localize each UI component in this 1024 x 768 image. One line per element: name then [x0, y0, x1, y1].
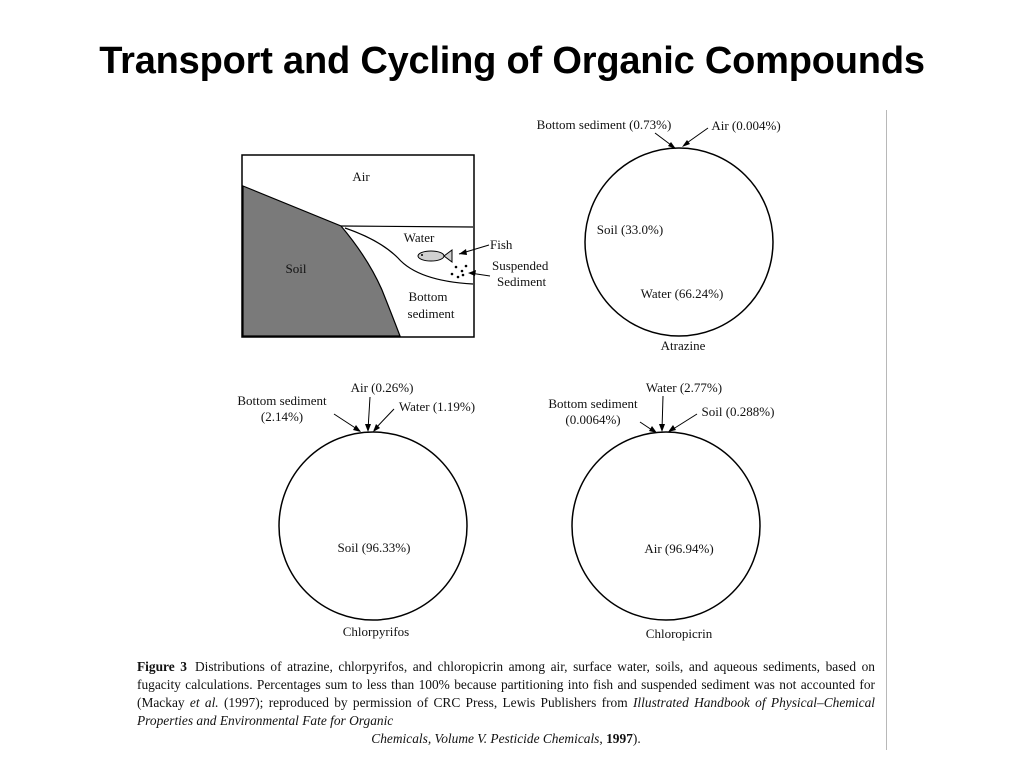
figure-caption	[137, 658, 875, 748]
slice-label-soil: Soil (33.0%)	[596, 222, 664, 237]
slice-label-air: Air (0.004%)	[711, 118, 781, 133]
compartment-diagram	[242, 155, 549, 337]
diagram-bottom-label-1: Bottom	[408, 289, 448, 304]
pie-atrazine	[537, 117, 781, 353]
pie-chloropicrin	[548, 380, 774, 641]
slide-title: Transport and Cycling of Organic Compounds	[99, 40, 925, 82]
slice-label-bottom-sediment-pct: (0.0064%)	[565, 412, 621, 427]
caption-end: ).	[632, 731, 641, 746]
slice-label-water: Water (66.24%)	[640, 286, 724, 301]
diagram-bottom-label-2: sediment	[407, 306, 455, 321]
slice-label-air: Air (96.94%)	[644, 541, 714, 556]
slice-label-bottom-sediment: Bottom sediment (0.73%)	[536, 117, 672, 132]
pie-outline	[572, 432, 760, 620]
caption-label: Figure 3	[137, 659, 187, 674]
diagram-suspended-label-1: Suspended	[492, 258, 549, 273]
leader-arrowhead	[668, 425, 676, 432]
slice-label-soil: Soil (96.33%)	[337, 540, 411, 555]
diagram-air-label: Air	[352, 169, 370, 184]
slice-label-water: Water (1.19%)	[398, 399, 476, 414]
pie-outline	[279, 432, 467, 620]
caption-text-2: (1997); reproduced by permission of CRC Press, Lewis Publishers from	[218, 695, 633, 710]
caption-last-line	[137, 730, 875, 748]
leader-arrowhead	[649, 426, 657, 433]
slice-label-soil: Soil (0.288%)	[701, 404, 775, 419]
diagram-soil-label: Soil	[285, 261, 307, 276]
caption-year: 1997	[606, 731, 633, 746]
slice-label-bottom-sediment-pct: (2.14%)	[260, 409, 304, 424]
caption-book-title-2: Chemicals, Volume V. Pesticide Chemicals	[371, 731, 600, 746]
caption-etal: et al.	[189, 695, 219, 710]
caption-text-1: Distributions of atrazine, chlorpyrifos, and chloropicrin among air, surface water, soils, and aqueous sediments, based on fugacity calculations. Percentages sum to less than 100% because partitioning into fish and suspended sediment was not accounted for (Mackay	[137, 659, 876, 710]
pie-chlorpyrifos	[237, 380, 475, 639]
slice-label-water: Water (2.77%)	[645, 380, 723, 395]
figure-divider	[886, 110, 887, 750]
diagram-suspended-label-2: Sediment	[497, 274, 547, 289]
leader-arrowhead	[353, 425, 361, 432]
pie-title: Chloropicrin	[645, 626, 713, 641]
slice-label-bottom-sediment: Bottom sediment	[548, 396, 638, 411]
leader-arrowhead	[659, 424, 665, 432]
diagram-water-label: Water	[403, 230, 435, 245]
pie-title: Atrazine	[660, 338, 706, 353]
diagram-fish-label: Fish	[490, 237, 513, 252]
slice-label-bottom-sediment: Bottom sediment	[237, 393, 327, 408]
caption-book-title-1: Illustrated Handbook of Physical–Chemical Properties and Environmental Fate for Organic	[137, 695, 876, 728]
caption-comma: ,	[599, 731, 607, 746]
pie-outline	[585, 148, 773, 336]
slice-label-air: Air (0.26%)	[350, 380, 414, 395]
leader-arrowhead	[365, 424, 371, 432]
pie-title: Chlorpyrifos	[342, 624, 410, 639]
